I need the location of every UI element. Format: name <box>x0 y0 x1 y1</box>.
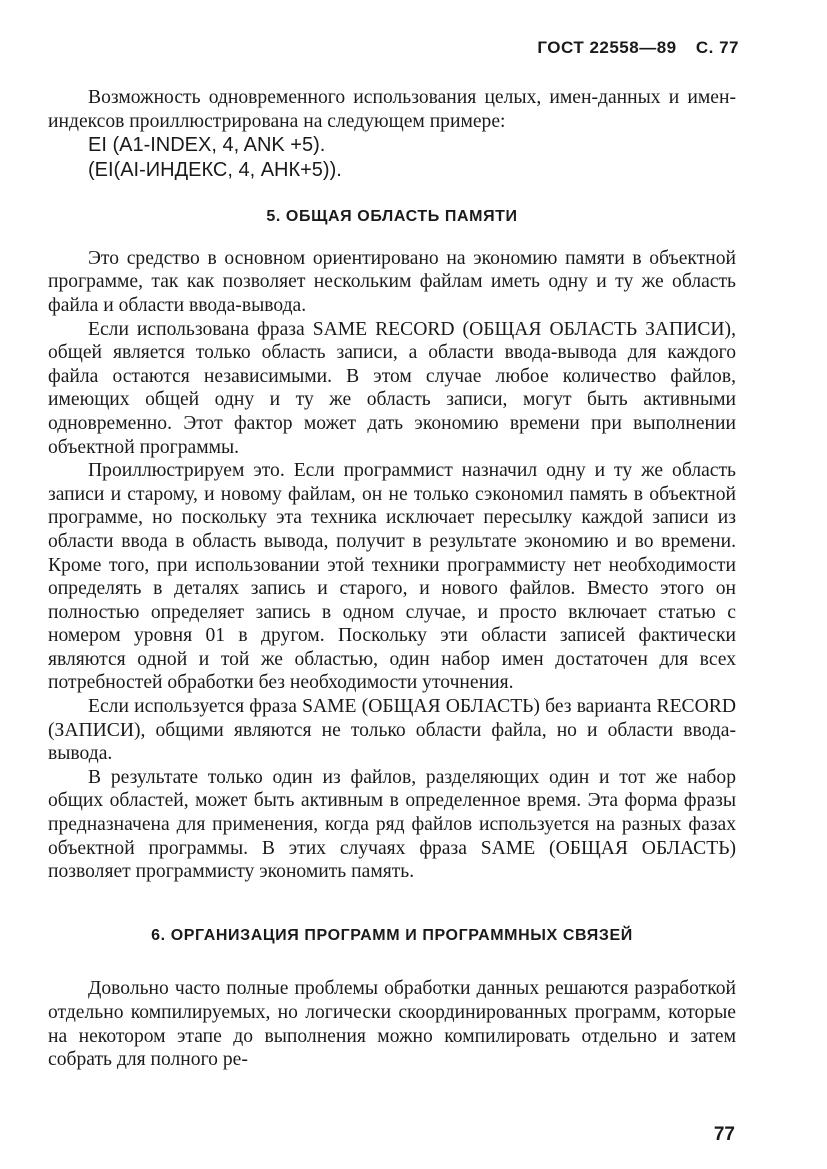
section-6-paragraph: Довольно часто полные проблемы обработки данных решаются разработкой отдельно компилируемых, но логически скоординированных программ, которые на некотором этапе до выполнения можно компилировать отдельно и затем собрать для полного ре- <box>48 978 736 1071</box>
code-example-ru: (EI(AI-ИНДЕКС, 4, АНК+5)). <box>88 159 342 182</box>
section-5-paragraph: Проиллюстрируем это. Если программист назначил одну и ту же область записи и старому, и новому файлам, он не только сэкономил память в объектной программе, но поскольку эта техника исключает пересылку каждой записи из области ввода в область вывода, получит в результате экономию и во времени. Кроме того, при использовании этой техники программисту нет необходимости определять в деталях запись и старого, и нового файлов. Вместо этого он полностью определяет запись в одном случае, и просто включает статью с номером уровня 01 в другом. Поскольку эти области записей фактически являются одной и той же областью, один набор имен достаточен для всех потребностей обработки без необходимости уточнения. <box>48 460 736 694</box>
header-page-ref: С. 77 <box>695 38 739 57</box>
section-6-title: 6. ОРГАНИЗАЦИЯ ПРОГРАММ И ПРОГРАММНЫХ СВЯЗЕЙ <box>151 926 633 944</box>
text-column <box>48 86 736 1072</box>
section-5-title: 5. ОБЩАЯ ОБЛАСТЬ ПАМЯТИ <box>266 208 518 226</box>
code-example-en: EI (A1-INDEX, 4, ANK +5). <box>88 134 326 157</box>
section-5-paragraph: В результате только один из файлов, разделяющих один и тот же набор общих областей, может быть активным в определенное время. Эта форма фразы предназначена для применения, когда ряд файлов используется на разных фазах объектной программы. В этих случаях фраза SAME (ОБЩАЯ ОБЛАСТЬ) позволяет программисту экономить память. <box>48 766 736 883</box>
standard-id: ГОСТ 22558—89 <box>537 38 677 57</box>
section-5-paragraph: Если использована фраза SAME RECORD (ОБЩАЯ ОБЛАСТЬ ЗАПИСИ), общей является только область записи, а области ввода-вывода для каждого файла остаются независимыми. В этом случае любое количество файлов, имеющих общей одну и ту же область записи, могут быть активными одновременно. Этот фактор может дать экономию времени при выполнении объектной программы. <box>48 318 736 458</box>
section-5-paragraph: Это средство в основном ориентировано на экономию памяти в объектной программе, так как позволяет нескольким файлам иметь одну и ту же область файла и области ввода-вывода. <box>48 247 736 316</box>
intro-paragraph: Возможность одновременного использования целых, имен-данных и имен-индексов проиллюстрирована на следующем примере: <box>48 87 736 132</box>
section-5-paragraph: Если используется фраза SAME (ОБЩАЯ ОБЛАСТЬ) без варианта RECORD (ЗАПИСИ), общими являются не только области файла, но и области ввода-вывода. <box>48 696 736 765</box>
page-number: 77 <box>713 1124 735 1145</box>
page-header <box>523 38 739 58</box>
